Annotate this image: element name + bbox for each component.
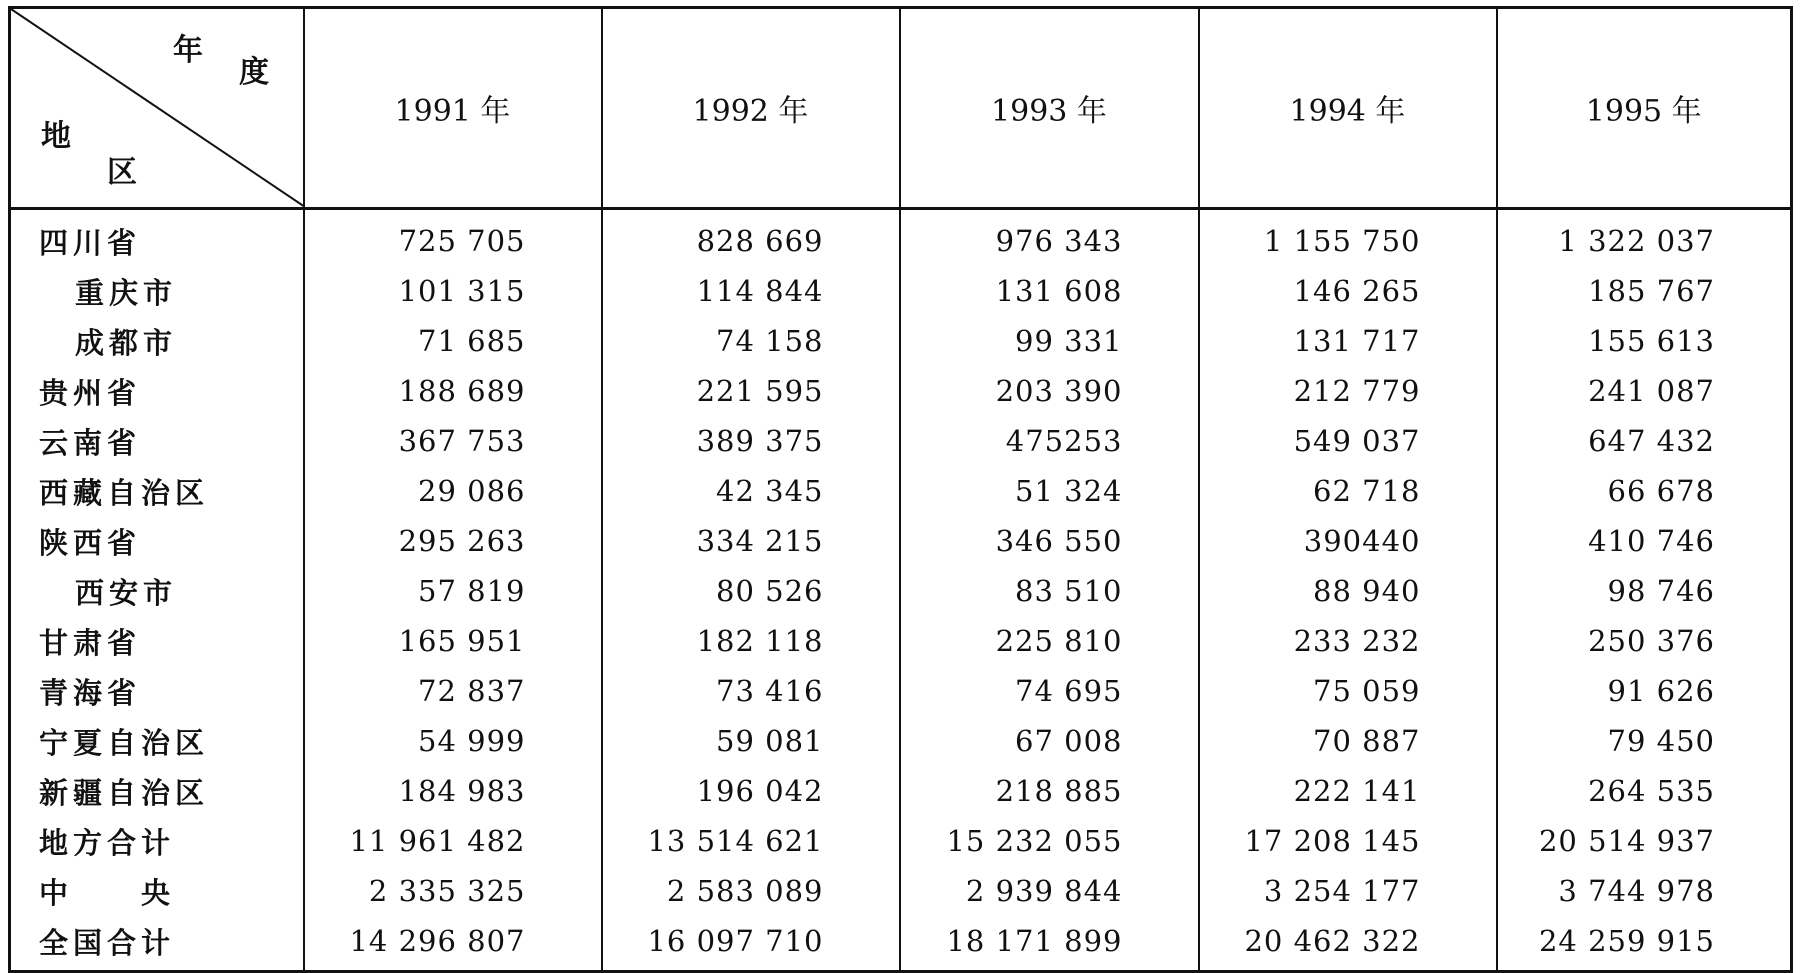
- value-cell: 475253: [900, 416, 1199, 466]
- region-label: 新疆自治区: [10, 766, 304, 816]
- region-label: 西藏自治区: [10, 466, 304, 516]
- table-row: [10, 766, 1792, 816]
- region-label: 全国合计: [10, 916, 304, 972]
- value-cell: 131 608: [900, 266, 1199, 316]
- corner-header-cell: [10, 8, 304, 209]
- value-cell: 212 779: [1199, 366, 1497, 416]
- value-cell: 188 689: [304, 366, 602, 416]
- value-cell: 334 215: [602, 516, 900, 566]
- value-cell: 20 514 937: [1497, 816, 1792, 866]
- value-cell: 73 416: [602, 666, 900, 716]
- value-cell: 549 037: [1199, 416, 1497, 466]
- value-cell: 221 595: [602, 366, 900, 416]
- value-cell: 11 961 482: [304, 816, 602, 866]
- year-header-1995: 1995 年: [1497, 8, 1792, 209]
- value-cell: 3 744 978: [1497, 866, 1792, 916]
- table-row: [10, 266, 1792, 316]
- year-header-1994: 1994 年: [1199, 8, 1497, 209]
- value-cell: 146 265: [1199, 266, 1497, 316]
- value-cell: 67 008: [900, 716, 1199, 766]
- value-cell: 233 232: [1199, 616, 1497, 666]
- table-row: [10, 616, 1792, 666]
- region-label: 青海省: [10, 666, 304, 716]
- value-cell: 51 324: [900, 466, 1199, 516]
- value-cell: 79 450: [1497, 716, 1792, 766]
- region-label: 甘肃省: [10, 616, 304, 666]
- value-cell: 182 118: [602, 616, 900, 666]
- data-table: [8, 6, 1793, 973]
- value-cell: 66 678: [1497, 466, 1792, 516]
- value-cell: 91 626: [1497, 666, 1792, 716]
- value-cell: 346 550: [900, 516, 1199, 566]
- value-cell: 1 322 037: [1497, 209, 1792, 267]
- value-cell: 185 767: [1497, 266, 1792, 316]
- table-row: [10, 416, 1792, 466]
- table-row: [10, 566, 1792, 616]
- value-cell: 2 939 844: [900, 866, 1199, 916]
- diagonal-divider: [11, 9, 305, 207]
- value-cell: 42 345: [602, 466, 900, 516]
- value-cell: 88 940: [1199, 566, 1497, 616]
- value-cell: 165 951: [304, 616, 602, 666]
- year-header-1992: 1992 年: [602, 8, 900, 209]
- value-cell: 3 254 177: [1199, 866, 1497, 916]
- value-cell: 101 315: [304, 266, 602, 316]
- value-cell: 410 746: [1497, 516, 1792, 566]
- value-cell: 250 376: [1497, 616, 1792, 666]
- value-cell: 155 613: [1497, 316, 1792, 366]
- year-header-1991: 1991 年: [304, 8, 602, 209]
- value-cell: 98 746: [1497, 566, 1792, 616]
- region-label: 云南省: [10, 416, 304, 466]
- value-cell: 80 526: [602, 566, 900, 616]
- value-cell: 131 717: [1199, 316, 1497, 366]
- region-label: 陕西省: [10, 516, 304, 566]
- corner-label-year-2: 度: [239, 55, 269, 90]
- value-cell: 24 259 915: [1497, 916, 1792, 972]
- table-row: [10, 466, 1792, 516]
- value-cell: 29 086: [304, 466, 602, 516]
- value-cell: 83 510: [900, 566, 1199, 616]
- value-cell: 15 232 055: [900, 816, 1199, 866]
- value-cell: 196 042: [602, 766, 900, 816]
- table-row: [10, 366, 1792, 416]
- year-header-1993: 1993 年: [900, 8, 1199, 209]
- table-row: [10, 516, 1792, 566]
- value-cell: 295 263: [304, 516, 602, 566]
- corner-label-region-1: 地: [41, 119, 71, 154]
- region-label: 重庆市: [10, 266, 304, 316]
- value-cell: 367 753: [304, 416, 602, 466]
- value-cell: 222 141: [1199, 766, 1497, 816]
- value-cell: 99 331: [900, 316, 1199, 366]
- value-cell: 70 887: [1199, 716, 1497, 766]
- value-cell: 225 810: [900, 616, 1199, 666]
- value-cell: 389 375: [602, 416, 900, 466]
- value-cell: 2 335 325: [304, 866, 602, 916]
- region-label: 西安市: [10, 566, 304, 616]
- value-cell: 114 844: [602, 266, 900, 316]
- table-row: [10, 209, 1792, 267]
- value-cell: 74 158: [602, 316, 900, 366]
- value-cell: 16 097 710: [602, 916, 900, 972]
- value-cell: 75 059: [1199, 666, 1497, 716]
- value-cell: 976 343: [900, 209, 1199, 267]
- table-row: [10, 816, 1792, 866]
- value-cell: 184 983: [304, 766, 602, 816]
- value-cell: 17 208 145: [1199, 816, 1497, 866]
- corner-label-region-2: 区: [107, 155, 137, 190]
- value-cell: 13 514 621: [602, 816, 900, 866]
- header-row: [10, 8, 1792, 209]
- value-cell: 57 819: [304, 566, 602, 616]
- value-cell: 725 705: [304, 209, 602, 267]
- value-cell: 2 583 089: [602, 866, 900, 916]
- region-label: 贵州省: [10, 366, 304, 416]
- region-label: 中 央: [10, 866, 304, 916]
- table-row: [10, 866, 1792, 916]
- table-row: [10, 716, 1792, 766]
- value-cell: 390440: [1199, 516, 1497, 566]
- value-cell: 218 885: [900, 766, 1199, 816]
- value-cell: 71 685: [304, 316, 602, 366]
- value-cell: 74 695: [900, 666, 1199, 716]
- value-cell: 14 296 807: [304, 916, 602, 972]
- value-cell: 203 390: [900, 366, 1199, 416]
- value-cell: 72 837: [304, 666, 602, 716]
- value-cell: 241 087: [1497, 366, 1792, 416]
- value-cell: 54 999: [304, 716, 602, 766]
- corner-label-year-1: 年: [173, 33, 203, 68]
- value-cell: 18 171 899: [900, 916, 1199, 972]
- value-cell: 59 081: [602, 716, 900, 766]
- table-row: [10, 316, 1792, 366]
- value-cell: 828 669: [602, 209, 900, 267]
- value-cell: 647 432: [1497, 416, 1792, 466]
- value-cell: 20 462 322: [1199, 916, 1497, 972]
- table-row: [10, 916, 1792, 972]
- table-row: [10, 666, 1792, 716]
- value-cell: 62 718: [1199, 466, 1497, 516]
- region-label: 地方合计: [10, 816, 304, 866]
- value-cell: 264 535: [1497, 766, 1792, 816]
- value-cell: 1 155 750: [1199, 209, 1497, 267]
- region-label: 成都市: [10, 316, 304, 366]
- region-label: 宁夏自治区: [10, 716, 304, 766]
- region-label: 四川省: [10, 209, 304, 267]
